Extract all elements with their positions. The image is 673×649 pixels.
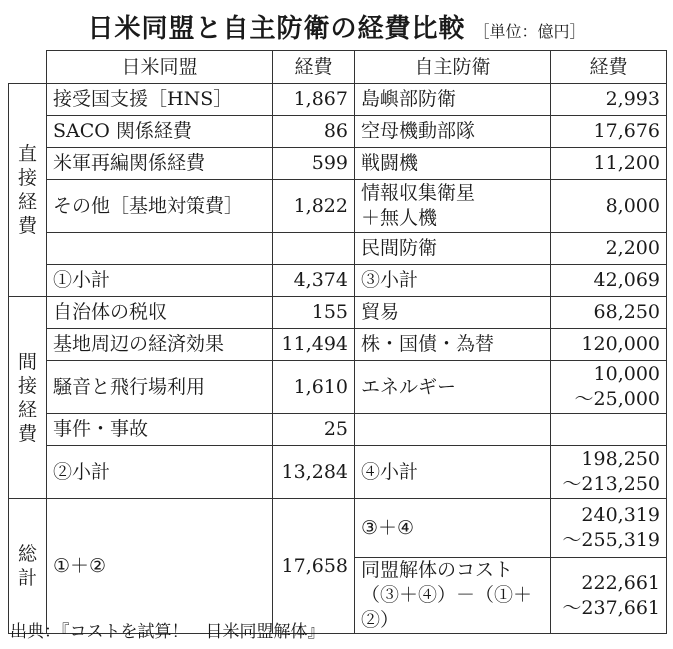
alliance-item: 基地周辺の経済効果 — [47, 329, 273, 361]
subtotal-alliance-label: ①小計 — [47, 265, 273, 297]
self-defense-cost: 11,200 — [551, 148, 667, 180]
alliance-cost: 11,494 — [273, 329, 355, 361]
self-defense-item: 戦闘機 — [355, 148, 551, 180]
table-row — [9, 233, 667, 265]
subtotal-alliance-cost: 4,374 — [273, 265, 355, 297]
subtotal-alliance-cost: 13,284 — [273, 446, 355, 499]
total-alliance-cost: 17,658 — [273, 499, 355, 634]
alliance-cost: 86 — [273, 116, 355, 148]
self-defense-cost: 68,250 — [551, 297, 667, 329]
total-label: 総計 — [9, 499, 47, 634]
header-self-defense: 自主防衛 — [355, 51, 551, 84]
self-defense-item: エネルギー — [355, 361, 551, 414]
alliance-cost: 599 — [273, 148, 355, 180]
alliance-cost: 1,822 — [273, 180, 355, 233]
total-self-defense-cost: 240,319 ～255,319 — [551, 499, 667, 558]
self-defense-cost: 120,000 — [551, 329, 667, 361]
table-row — [9, 148, 667, 180]
subtotal-self-defense-cost: 198,250 ～213,250 — [551, 446, 667, 499]
self-defense-cost: 8,000 — [551, 180, 667, 233]
table-row — [9, 116, 667, 148]
unit-label: ［単位：億円］ — [473, 22, 586, 41]
header-cost-alliance: 経費 — [273, 51, 355, 84]
header-cost-self-defense: 経費 — [551, 51, 667, 84]
alliance-item — [47, 233, 273, 265]
alliance-cost: 155 — [273, 297, 355, 329]
cost-comparison-table — [8, 50, 667, 634]
self-defense-cost: 2,993 — [551, 84, 667, 116]
self-defense-item: 空母機動部隊 — [355, 116, 551, 148]
self-defense-item: 株・国債・為替 — [355, 329, 551, 361]
alliance-cost: 1,610 — [273, 361, 355, 414]
indirect-cost-label: 間接経費 — [9, 297, 47, 499]
alliance-item: その他［基地対策費］ — [47, 180, 273, 233]
alliance-item: 事件・事故 — [47, 414, 273, 446]
corner-cell — [9, 51, 47, 84]
source-note: 出典：『コストを試算！ 日米同盟解体』 — [10, 622, 325, 642]
table-row — [9, 361, 667, 414]
subtotal-row — [9, 446, 667, 499]
self-defense-cost: 17,676 — [551, 116, 667, 148]
total-self-defense-label: ③＋④ — [355, 499, 551, 558]
subtotal-self-defense-label: ③小計 — [355, 265, 551, 297]
self-defense-item — [355, 414, 551, 446]
table-row — [9, 329, 667, 361]
subtotal-row — [9, 265, 667, 297]
total-row — [9, 499, 667, 558]
alliance-item: SACO 関係経費 — [47, 116, 273, 148]
self-defense-item: 情報収集衛星 ＋無人機 — [355, 180, 551, 233]
alliance-item: 騒音と飛行場利用 — [47, 361, 273, 414]
self-defense-item: 島嶼部防衛 — [355, 84, 551, 116]
table-row — [9, 414, 667, 446]
alliance-cost — [273, 233, 355, 265]
dissolution-cost-label: 同盟解体のコスト （③＋④）－（①＋②） — [355, 558, 551, 634]
alliance-item: 自治体の税収 — [47, 297, 273, 329]
alliance-cost: 25 — [273, 414, 355, 446]
dissolution-cost-value: 222,661 ～237,661 — [551, 558, 667, 634]
alliance-item: 接受国支援［HNS］ — [47, 84, 273, 116]
header-row — [9, 51, 667, 84]
self-defense-cost: 10,000 ～25,000 — [551, 361, 667, 414]
self-defense-cost — [551, 414, 667, 446]
direct-cost-label: 直接経費 — [9, 84, 47, 297]
self-defense-item: 貿易 — [355, 297, 551, 329]
self-defense-cost: 2,200 — [551, 233, 667, 265]
table-row — [9, 180, 667, 233]
header-alliance: 日米同盟 — [47, 51, 273, 84]
table-row — [9, 84, 667, 116]
subtotal-alliance-label: ②小計 — [47, 446, 273, 499]
total-alliance-label: ①＋② — [47, 499, 273, 634]
page-title: 日米同盟と自主防衛の経費比較 — [87, 14, 466, 44]
self-defense-item: 民間防衛 — [355, 233, 551, 265]
table-row — [9, 297, 667, 329]
alliance-cost: 1,867 — [273, 84, 355, 116]
subtotal-self-defense-cost: 42,069 — [551, 265, 667, 297]
title-row — [0, 8, 673, 48]
alliance-item: 米軍再編関係経費 — [47, 148, 273, 180]
subtotal-self-defense-label: ④小計 — [355, 446, 551, 499]
